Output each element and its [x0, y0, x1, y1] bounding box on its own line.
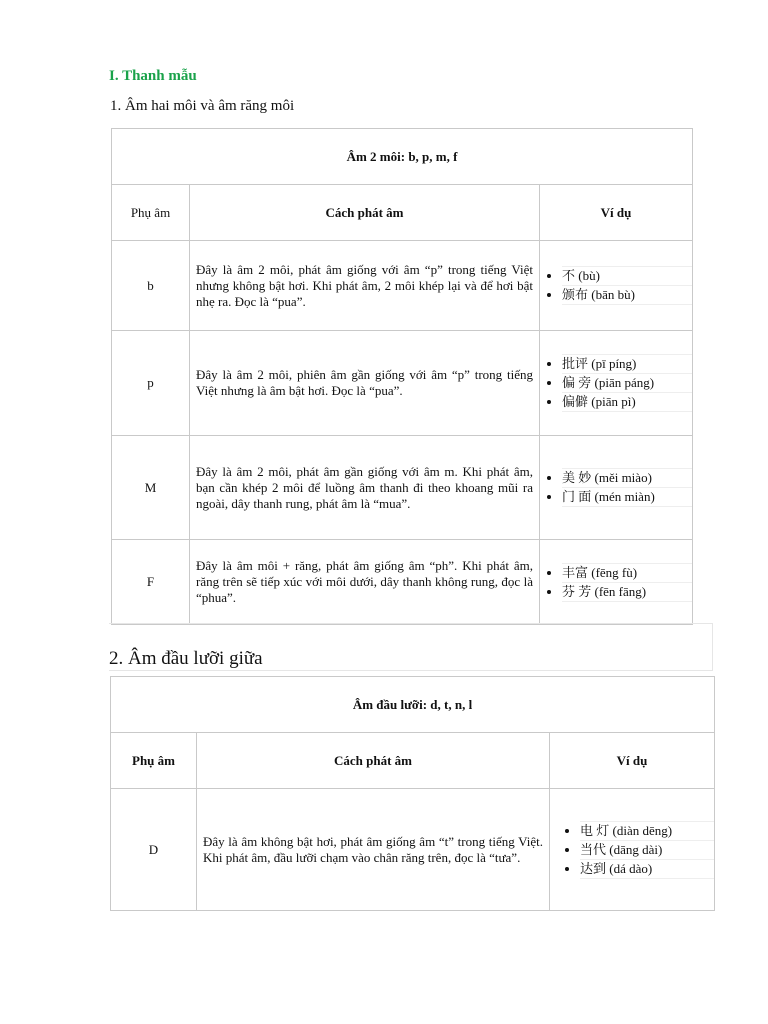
- example-list: [540, 468, 692, 507]
- header-consonant: Phụ âm: [111, 733, 197, 789]
- example-list: [540, 563, 692, 602]
- description-cell: Đây là âm 2 môi, phát âm gần giống với âm m. Khi phát âm, bạn cần khép 2 môi để luồng âm thanh đi theo khoang mũi ra ngoài, dây thanh rung, phát âm là “mua”.: [190, 436, 540, 540]
- example-cell: [540, 331, 693, 436]
- table-row: [112, 331, 693, 436]
- list-item: • 偏 旁 (piān páng): [562, 373, 692, 392]
- consonant-cell: p: [112, 331, 190, 436]
- section-title: I. Thanh mẫu: [109, 68, 197, 84]
- list-item: • 达到 (dá dào): [580, 859, 714, 879]
- list-item: • 门 面 (mén miàn): [562, 487, 692, 507]
- consonant-table-bilabial: [111, 128, 693, 625]
- consonant-cell: M: [112, 436, 190, 540]
- description-cell: Đây là âm 2 môi, phiên âm gần giống với âm “p” trong tiếng Việt nhưng là âm bật hơi. Đọc là “pua”.: [190, 331, 540, 436]
- list-item: • 美 妙 (měi miào): [562, 468, 692, 487]
- example-list: [540, 354, 692, 412]
- table-row: [112, 540, 693, 625]
- example-list: [550, 821, 714, 879]
- consonant-cell: b: [112, 241, 190, 331]
- subsection-title-2: 2. Âm đầu lưỡi giữa: [109, 648, 263, 669]
- consonant-cell: D: [111, 789, 197, 911]
- list-item: • 批评 (pī píng): [562, 354, 692, 373]
- example-cell: [540, 540, 693, 625]
- list-item: • 颁布 (bān bù): [562, 285, 692, 305]
- header-example: Ví dụ: [540, 185, 693, 241]
- header-pronunciation: Cách phát âm: [197, 733, 550, 789]
- description-cell: Đây là âm môi + răng, phát âm giống âm “ph”. Khi phát âm, răng trên sẽ tiếp xúc với môi dưới, dây thanh không rung, đọc là “phua”.: [190, 540, 540, 625]
- list-item: • 芬 芳 (fēn fāng): [562, 582, 692, 602]
- table-row: [112, 241, 693, 331]
- table-row: [111, 789, 715, 911]
- description-cell: Đây là âm không bật hơi, phát âm giống âm “t” trong tiếng Việt. Khi phát âm, đầu lưỡi chạm vào chân răng trên, đọc là “tưa”.: [197, 789, 550, 911]
- list-item: • 偏僻 (piān pì): [562, 392, 692, 412]
- subsection-title-1: 1. Âm hai môi và âm răng môi: [110, 98, 295, 114]
- example-cell: [540, 241, 693, 331]
- description-cell: Đây là âm 2 môi, phát âm giống với âm “p” trong tiếng Việt nhưng không bật hơi. Khi phát âm, 2 môi khép lại và để hơi bật nhẹ ra. Đọc là “pua”.: [190, 241, 540, 331]
- table-row: [112, 436, 693, 540]
- table-title: Âm 2 môi: b, p, m, f: [112, 129, 693, 185]
- table-title: Âm đầu lưỡi: d, t, n, l: [111, 677, 715, 733]
- consonant-table-alveolar: [110, 676, 715, 911]
- header-consonant: Phụ âm: [112, 185, 190, 241]
- list-item: • 电 灯 (diàn dēng): [580, 821, 714, 840]
- example-cell: [540, 436, 693, 540]
- list-item: • 不 (bù): [562, 266, 692, 285]
- header-example: Ví dụ: [550, 733, 715, 789]
- example-cell: [550, 789, 715, 911]
- header-pronunciation: Cách phát âm: [190, 185, 540, 241]
- list-item: • 当代 (dāng dài): [580, 840, 714, 859]
- example-list: [540, 266, 692, 305]
- list-item: • 丰富 (fēng fù): [562, 563, 692, 582]
- consonant-cell: F: [112, 540, 190, 625]
